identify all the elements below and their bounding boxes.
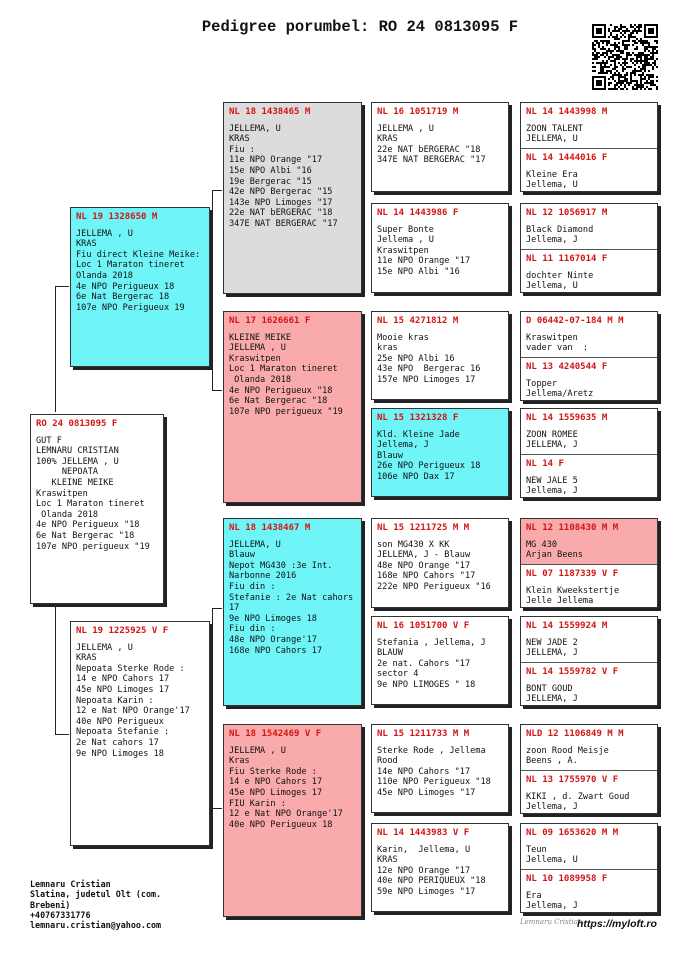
detail-line: 2e Nat cahors 17 (76, 737, 159, 748)
card-details (526, 586, 652, 607)
divider (521, 357, 657, 358)
detail-line: 45e NPO Limoges "17 (377, 787, 476, 798)
ds-sire-card (371, 518, 509, 608)
detail-line: 15e NPO Albi "16 (229, 165, 312, 176)
ancestor-dam (521, 663, 657, 706)
detail-line: Lemnaru Cristian (30, 879, 111, 889)
detail-line: KRAS (229, 134, 250, 145)
detail-line: 9e NPO LIMOGES " 18 (377, 679, 476, 690)
detail-line: Nepoata Stefanie : (76, 727, 170, 738)
detail-line: 11e NPO Orange "17 (377, 256, 471, 267)
divider (521, 662, 657, 663)
detail-line: 347E NAT BERGERAC "17 (229, 218, 338, 229)
detail-line: Kraswitpen (377, 245, 429, 256)
detail-line: 12e NPO Orange "17 (377, 865, 471, 876)
detail-line: Loc 1 Maraton tineret (36, 499, 145, 510)
card-details (377, 638, 503, 691)
breeder-contact (30, 879, 161, 930)
card-details (526, 845, 652, 866)
ring-number: NLD 12 1106849 M M (526, 729, 624, 739)
detail-line: FIU Karin : (229, 798, 286, 809)
ancestor-sire (521, 824, 657, 870)
detail-line: Olanda 2018 (36, 509, 99, 520)
ancestor-pair-card (520, 724, 658, 814)
detail-line: 107e NPO Perigueux 19 (76, 302, 185, 313)
detail-line: 9e NPO Limoges 18 (76, 748, 164, 759)
connector-line (212, 190, 222, 191)
detail-line: KIKI , d. Zwart Goud (526, 791, 630, 802)
ring-number: NL 13 4240544 F (526, 362, 608, 372)
ring-number: NL 19 1328650 M (76, 212, 158, 222)
connector-line (55, 286, 69, 287)
detail-line: zoon Rood Meisje (526, 745, 609, 756)
ring-number: NL 09 1653620 M M (526, 828, 619, 838)
detail-line: 22e NAT bERGERAC "18 (377, 144, 481, 155)
ring-number: D 06442-07-184 M M (526, 316, 624, 326)
sire-dam-card (223, 311, 362, 503)
divider (521, 249, 657, 250)
detail-line: 2e nat. Cahors "17 (377, 658, 471, 669)
detail-line: Nepot MG430 :3e Int. (229, 560, 333, 571)
detail-line: JELLEMA, U (526, 134, 578, 145)
dam-card (70, 621, 210, 846)
detail-line: 110e NPO Perigueux "18 (377, 777, 491, 788)
detail-line: JELLEMA, U (229, 123, 281, 134)
detail-line: JELLEMA, J - Blauw (377, 550, 471, 561)
subject-card (30, 414, 164, 604)
detail-line: Brebeni) (30, 899, 71, 910)
ds-dam-card (371, 616, 509, 705)
detail-line: 168e NPO Cahors "17 (377, 571, 476, 582)
detail-line: Slatina, judetul Olt (com. (30, 889, 162, 900)
detail-line: 45e NPO Limoges 17 (76, 684, 170, 695)
card-details (526, 333, 652, 354)
dam-sire-card (223, 518, 362, 706)
detail-line: JELLEMA , U (76, 642, 133, 653)
card-details (526, 540, 652, 561)
detail-line: Nepoata Sterke Rode : (76, 663, 185, 674)
detail-line: Teun (526, 844, 547, 855)
detail-line: Fiu direct Kleine Meike: (76, 249, 201, 260)
connector-line (212, 390, 222, 391)
detail-line: 4e NPO Perigueux 18 (76, 281, 175, 292)
detail-line: 48e NPO Orange "17 (377, 560, 471, 571)
signature: Lemnaru Cristian (520, 918, 583, 926)
detail-line: 12 e Nat NPO Orange'17 (229, 809, 343, 820)
ring-number: NL 15 1321328 F (377, 413, 459, 423)
ring-number: NL 18 1438467 M (229, 523, 311, 533)
ancestor-pair-card (520, 408, 658, 498)
detail-line: Jellema/Aretz (526, 389, 594, 400)
connector-line (55, 734, 69, 735)
detail-line: Jellema, U (526, 180, 578, 191)
ring-number: NL 19 1225925 V F (76, 626, 169, 636)
sire-card (70, 207, 210, 367)
ring-number: NL 11 1167014 F (526, 254, 608, 264)
detail-line: 12 e Nat NPO Orange'17 (76, 706, 190, 717)
detail-line: 26e NPO Perigueux 18 (377, 461, 481, 472)
ring-number: NL 14 1559635 M (526, 413, 608, 423)
detail-line: 347E NAT BERGERAC "17 (377, 155, 486, 166)
ancestor-dam (521, 455, 657, 498)
detail-line: Fiu Sterke Rode : (229, 766, 317, 777)
ancestor-dam (521, 771, 657, 814)
ring-number: NL 16 1051719 M (377, 107, 459, 117)
ancestor-pair-card (520, 518, 658, 608)
detail-line: 9e NPO Limoges 18 (229, 613, 317, 624)
ancestor-sire (521, 725, 657, 771)
card-details (229, 333, 356, 418)
card-details (377, 225, 503, 278)
detail-line: 14 e NPO Cahors 17 (76, 674, 170, 685)
detail-line: 17 (229, 603, 240, 614)
detail-line: 11e NPO Orange "17 (229, 155, 323, 166)
ss-dam-card (371, 203, 509, 293)
detail-line: Mooie kras (377, 332, 429, 343)
detail-line: Jellema, U (526, 855, 578, 866)
detail-line: Blauw (229, 550, 255, 561)
ring-number: NL 12 1056917 M (526, 208, 608, 218)
detail-line: Stefania , Jellema, J (377, 637, 486, 648)
website-link[interactable]: https://myloft.ro (577, 918, 657, 930)
detail-line: 107e NPO perigueux "19 (229, 406, 343, 417)
sd-dam-card (371, 408, 509, 497)
detail-line: 6e Nat Bergerac 18 (76, 292, 170, 303)
detail-line: 6e Nat Bergerac "18 (229, 396, 328, 407)
detail-line: Fiu din : (229, 581, 276, 592)
ancestor-dam (521, 250, 657, 293)
connector-line (212, 808, 222, 809)
detail-line: JELLEMA, J (526, 694, 578, 705)
divider (521, 564, 657, 565)
ring-number: NL 14 1559924 M (526, 621, 608, 631)
connector-line (212, 608, 222, 609)
ring-number: NL 07 1187339 V F (526, 569, 619, 579)
detail-line: JELLEMA, U (229, 539, 281, 550)
detail-line: JELLEMA, J (526, 648, 578, 659)
ancestor-pair-card (520, 311, 658, 401)
ring-number: NL 10 1089958 F (526, 874, 608, 884)
dd-dam-card (371, 823, 509, 912)
card-details (229, 540, 356, 657)
detail-line: Arjan Beens (526, 550, 583, 561)
detail-line: Jellema , U (377, 235, 434, 246)
card-details (526, 379, 652, 400)
sd-sire-card (371, 311, 509, 400)
detail-line: Topper (526, 378, 558, 389)
ring-number: NL 14 1443998 M (526, 107, 608, 117)
detail-line: vader van : (526, 343, 589, 354)
ancestor-pair-card (520, 203, 658, 293)
detail-line: Stefanie : 2e Nat cahors (229, 592, 354, 603)
ancestor-dam (521, 565, 657, 608)
card-details (229, 124, 356, 230)
detail-line: GUT F (36, 435, 62, 446)
card-details (526, 430, 652, 451)
detail-line: KRAS (377, 855, 398, 866)
ancestor-sire (521, 103, 657, 149)
card-details (526, 271, 652, 292)
ancestor-pair-card (520, 823, 658, 913)
detail-line: ZOON ROMEE (526, 429, 578, 440)
ring-number: NL 14 1559782 V F (526, 667, 619, 677)
detail-line: Narbonne 2016 (229, 571, 297, 582)
ring-number: NL 14 F (526, 459, 564, 469)
detail-line: Kras (229, 756, 250, 767)
detail-line: Fiu din : (229, 624, 276, 635)
detail-line: 4e NPO Perigueux "18 (36, 520, 140, 531)
ring-number: NL 13 1755970 V F (526, 775, 619, 785)
detail-line: Karin, Jellema, U (377, 844, 471, 855)
detail-line: Loc 1 Maraton tineret (229, 364, 338, 375)
detail-line: Kraswitpen (36, 488, 88, 499)
detail-line: Era (526, 890, 542, 901)
ring-number: NL 15 1211725 M M (377, 523, 470, 533)
ancestor-pair-card (520, 102, 658, 192)
ancestor-sire (521, 409, 657, 455)
detail-line: Olanda 2018 (76, 270, 133, 281)
detail-line: BONT GOUD (526, 683, 573, 694)
detail-line: Nepoata Karin : (76, 695, 154, 706)
detail-line: NEW JALE 5 (526, 475, 578, 486)
card-details (377, 540, 503, 593)
detail-line: JELLEMA , U (76, 228, 133, 239)
detail-line: Jelle Jellema (526, 596, 594, 607)
detail-line: Kraswitpen (229, 353, 281, 364)
detail-line: son MG430 X KK (377, 539, 450, 550)
detail-line: 43e NPO Bergerac 16 (377, 364, 481, 375)
ring-number: NL 14 1444016 F (526, 153, 608, 163)
card-details (526, 891, 652, 912)
detail-line: 222e NPO Perigueux "16 (377, 581, 491, 592)
detail-line: 157e NPO Limoges 17 (377, 374, 476, 385)
connector-line (212, 190, 213, 390)
divider (521, 148, 657, 149)
ring-number: NL 15 4271812 M (377, 316, 459, 326)
ring-number: NL 15 1211733 M M (377, 729, 470, 739)
card-details (76, 229, 204, 314)
ss-sire-card (371, 102, 509, 192)
detail-line: 48e NPO Orange'17 (229, 634, 317, 645)
detail-line: sector 4 (377, 669, 419, 680)
detail-line: 40e NPO Perigueux 18 (229, 819, 333, 830)
card-details (76, 643, 204, 760)
detail-line: JELLEMA , U (229, 343, 286, 354)
detail-line: Jellema, J (526, 901, 578, 912)
detail-line: 143e NPO Limoges "17 (229, 197, 333, 208)
detail-line: 19e Bergerac "15 (229, 176, 312, 187)
card-details (36, 436, 158, 553)
card-details (377, 845, 503, 898)
card-details (526, 476, 652, 497)
ring-number: RO 24 0813095 F (36, 419, 118, 429)
detail-line: +40767331776 (30, 909, 91, 920)
detail-line: 107e NPO perigueux "19 (36, 541, 150, 552)
detail-line: JELLEMA , U (377, 123, 434, 134)
card-details (526, 638, 652, 659)
detail-line: MG 430 (526, 539, 558, 550)
detail-line: KLEINE MEIKE (36, 477, 114, 488)
detail-line: ZOON TALENT (526, 123, 583, 134)
detail-line: 14e NPO Cahors "17 (377, 766, 471, 777)
detail-line: NEW JADE 2 (526, 637, 578, 648)
detail-line: Jellema, J (377, 440, 429, 451)
detail-line: 45e NPO Limoges 17 (229, 787, 323, 798)
ancestor-dam (521, 358, 657, 401)
detail-line: JELLEMA , U (229, 745, 286, 756)
detail-line: Fiu : (229, 144, 255, 155)
detail-line: lemnaru.cristian@yahoo.com (30, 920, 162, 931)
detail-line: KRAS (76, 239, 97, 250)
card-details (377, 333, 503, 386)
detail-line: Olanda 2018 (229, 374, 292, 385)
ring-number: NL 18 1438465 M (229, 107, 311, 117)
detail-line: JELLEMA, J (526, 440, 578, 451)
detail-line: Black Diamond (526, 224, 594, 235)
card-details (229, 746, 356, 831)
detail-line: KRAS (377, 134, 398, 145)
card-details (526, 684, 652, 705)
ring-number: NL 14 1443983 V F (377, 828, 470, 838)
dd-sire-card (371, 724, 509, 813)
detail-line: Loc 1 Maraton tineret (76, 260, 185, 271)
card-details (526, 225, 652, 246)
detail-line: Jellema, U (526, 281, 578, 292)
card-details (526, 124, 652, 145)
ring-number: NL 17 1626661 F (229, 316, 311, 326)
ancestor-sire (521, 519, 657, 565)
ancestor-sire (521, 204, 657, 250)
detail-line: 42e NPO Bergerac "15 (229, 187, 333, 198)
detail-line: Rood (377, 756, 398, 767)
connector-line (212, 608, 213, 808)
detail-line: 106e NPO Dax 17 (377, 471, 455, 482)
detail-line: kras (377, 343, 398, 354)
detail-line: 100% JELLEMA , U (36, 456, 119, 467)
page-title: Pedigree porumbel: RO 24 0813095 F (201, 18, 519, 36)
card-details (377, 124, 503, 166)
card-details (526, 746, 652, 767)
card-details (377, 430, 503, 483)
detail-line: 4e NPO Perigueux "18 (229, 385, 333, 396)
ancestor-sire (521, 617, 657, 663)
divider (521, 454, 657, 455)
connector-line (55, 286, 56, 412)
ring-number: NL 16 1051700 V F (377, 621, 470, 631)
detail-line: Kld. Kleine Jade (377, 429, 460, 440)
detail-line: Sterke Rode , Jellema (377, 745, 486, 756)
ancestor-pair-card (520, 616, 658, 706)
detail-line: 168e NPO Cahors 17 (229, 645, 323, 656)
detail-line: LEMNARU CRISTIAN (36, 446, 119, 457)
detail-line: Jellema, J (526, 235, 578, 246)
detail-line: Jellema, J (526, 802, 578, 813)
detail-line: Kraswitpen (526, 332, 578, 343)
ancestor-dam (521, 870, 657, 913)
detail-line: 14 e NPO Cahors 17 (229, 777, 323, 788)
detail-line: 6e Nat Bergerac "18 (36, 530, 135, 541)
detail-line: NEPOATA (36, 467, 99, 478)
detail-line: Kleine Era (526, 169, 578, 180)
detail-line: Beens , A. (526, 756, 578, 767)
card-details (526, 792, 652, 813)
detail-line: 25e NPO Albi 16 (377, 353, 455, 364)
dam-dam-card (223, 724, 362, 917)
divider (521, 869, 657, 870)
detail-line: KLEINE MEIKE (229, 332, 292, 343)
detail-line: 22e NAT bERGERAC "18 (229, 208, 333, 219)
ancestor-sire (521, 312, 657, 358)
sire-sire-card (223, 102, 362, 294)
detail-line: 40e NPO PERIQUEUX "18 (377, 876, 486, 887)
detail-line: Klein Kweekstertje (526, 585, 620, 596)
detail-line: Blauw (377, 450, 403, 461)
detail-line: dochter Ninte (526, 270, 594, 281)
detail-line: BLAUW (377, 648, 403, 659)
detail-line: 15e NPO Albi "16 (377, 266, 460, 277)
detail-line: KRAS (76, 653, 97, 664)
ancestor-dam (521, 149, 657, 192)
detail-line: Super Bonte (377, 224, 434, 235)
detail-line: 40e NPO Perigueux (76, 716, 164, 727)
detail-line: 59e NPO Limoges "17 (377, 886, 476, 897)
ring-number: NL 18 1542469 V F (229, 729, 322, 739)
divider (521, 770, 657, 771)
qr-code-icon (592, 24, 658, 90)
card-details (377, 746, 503, 799)
card-details (526, 170, 652, 191)
ring-number: NL 12 1108430 M M (526, 523, 619, 533)
connector-line (55, 604, 56, 734)
ring-number: NL 14 1443986 F (377, 208, 459, 218)
detail-line: Jellema, J (526, 486, 578, 497)
